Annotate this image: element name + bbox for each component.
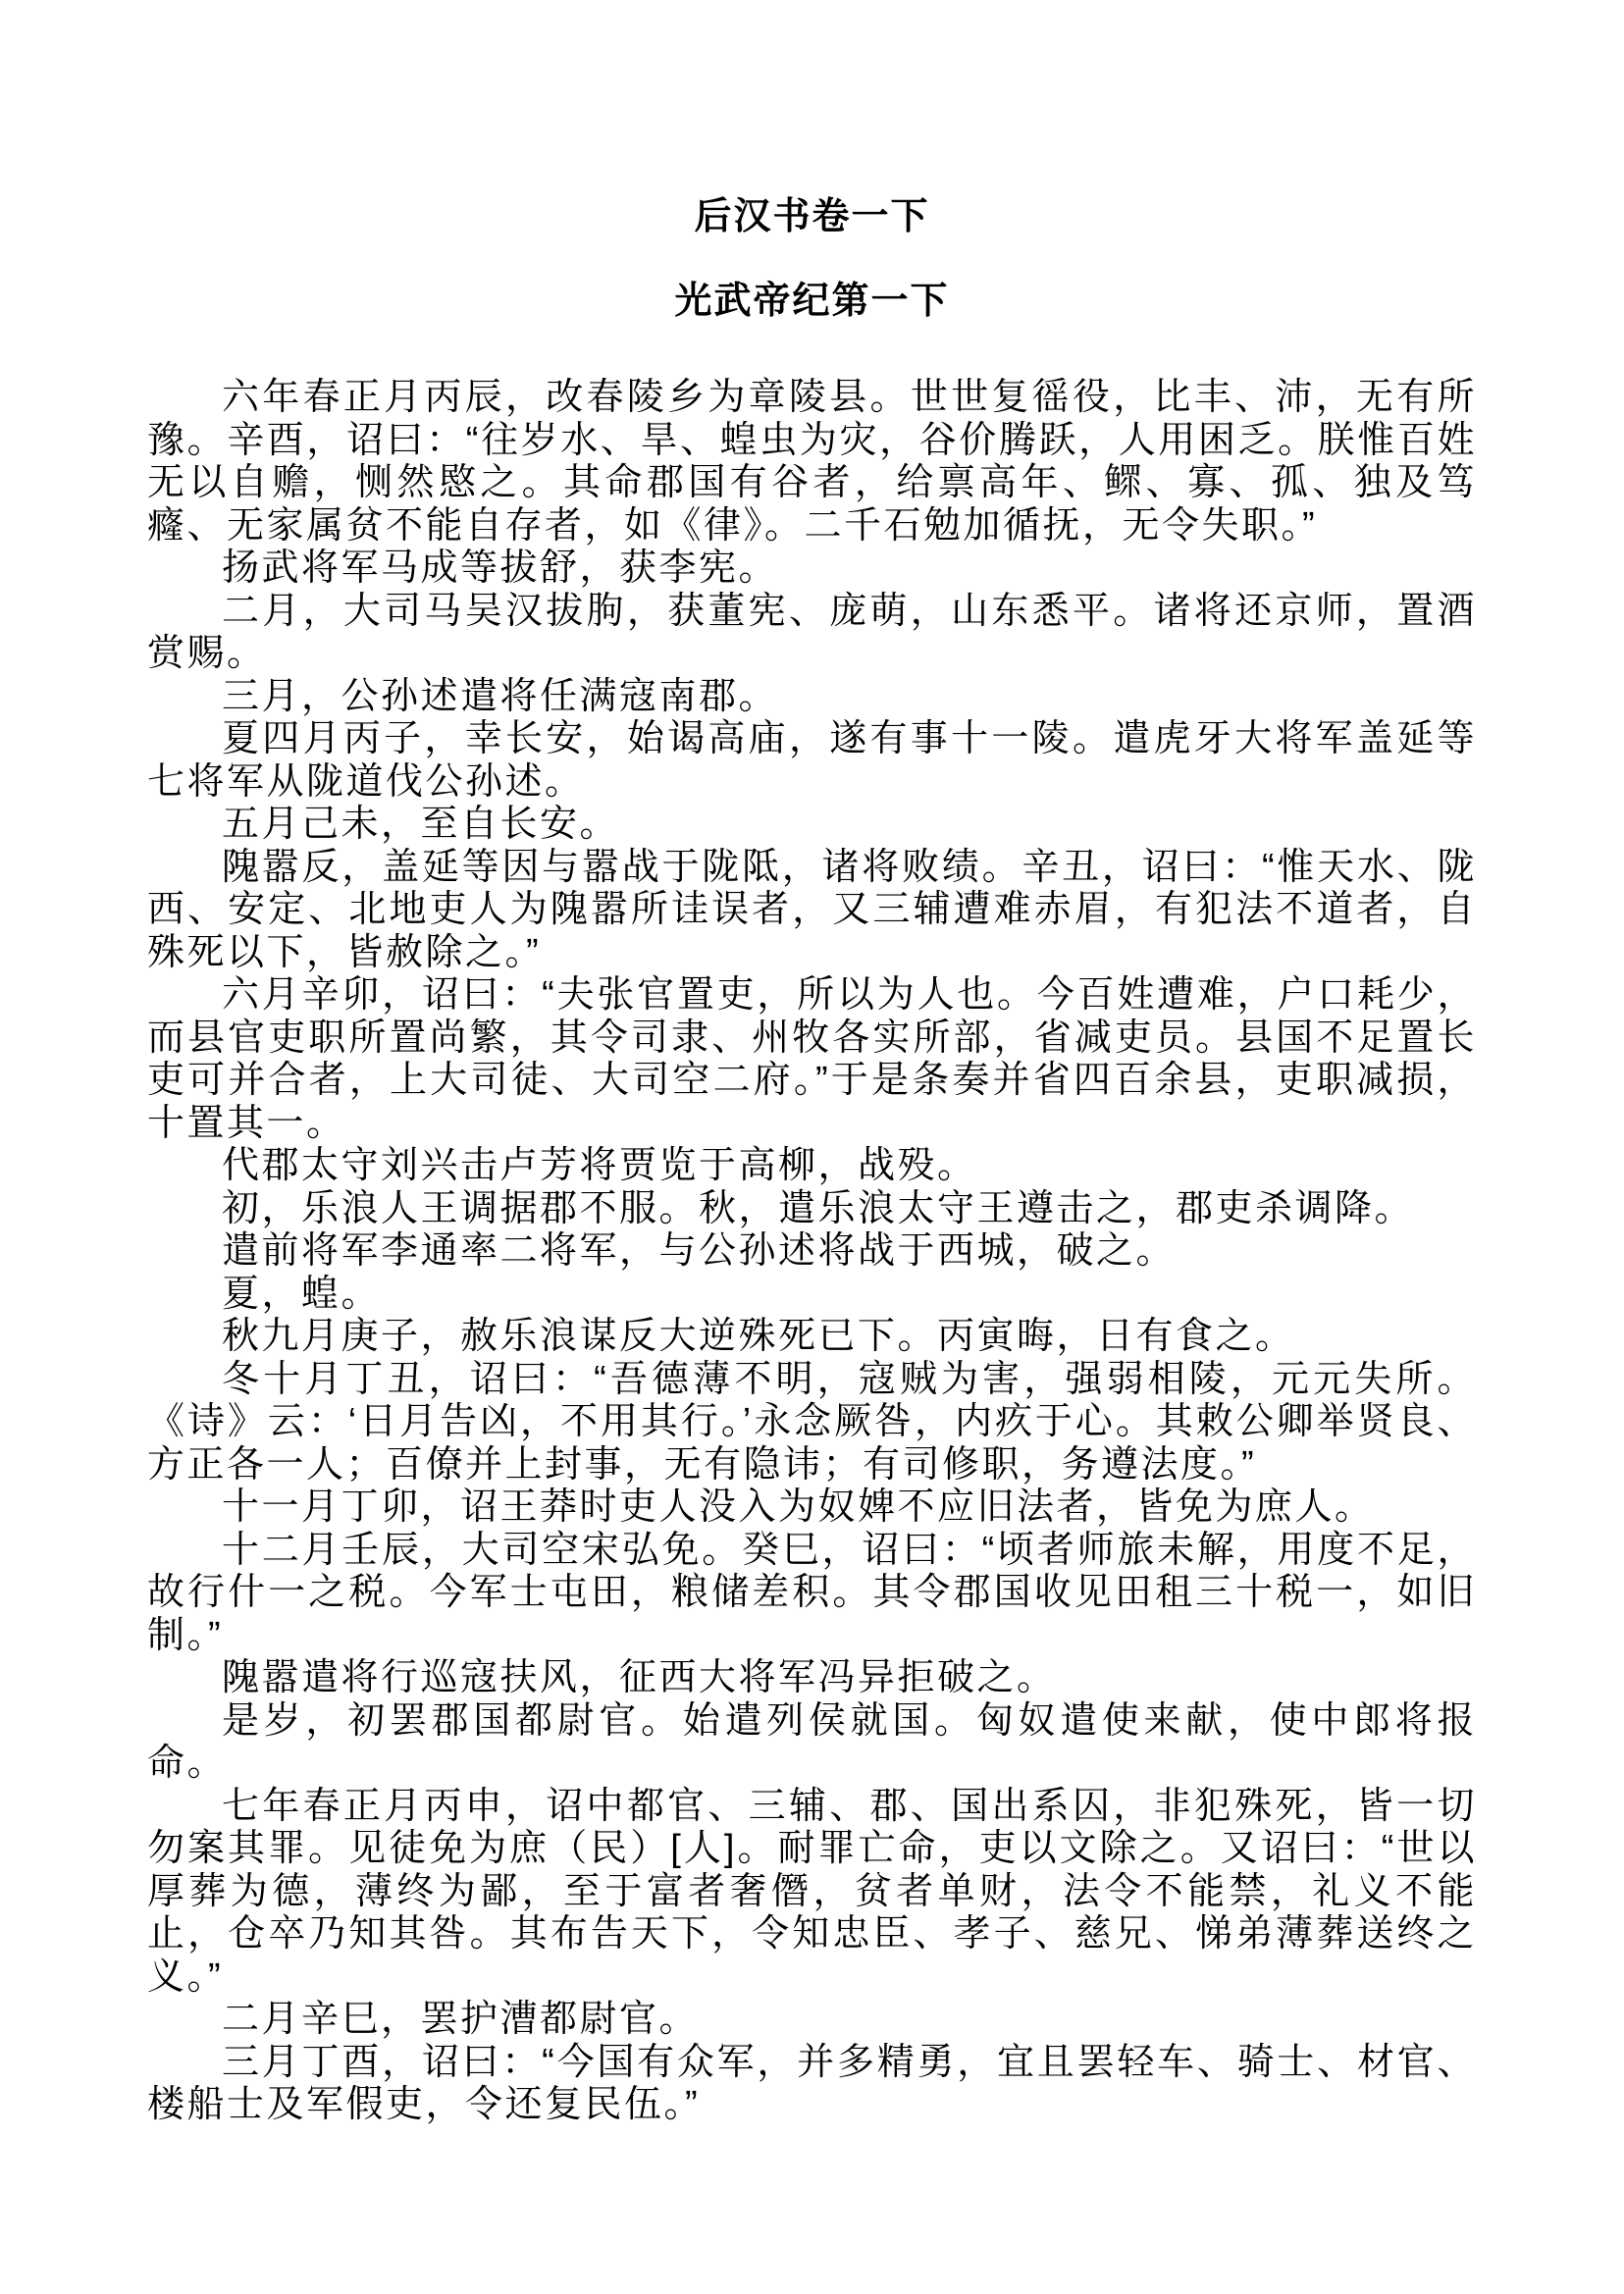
paragraph-15: 十一月丁卯，诏王莽时吏人没入为奴婢不应旧法者，皆免为庶人。 xyxy=(222,1486,1375,1528)
paragraph-7: 隗嚣反，盖延等因与嚣战于陇阺，诸将败绩。辛丑，诏曰：“惟天水、陇西、安定、北地吏人为隗嚣所诖误者，又三辅遭难赤眉，有犯法不道者，自殊死以下，皆赦除之。” xyxy=(147,846,1477,973)
paragraph-1: 六年春正月丙辰，改春陵乡为章陵县。世世复徭役，比丰、沛，无有所豫。辛酉，诏曰：“往岁水、旱、蝗虫为灾，谷价腾跃，人用困乏。朕惟百姓无以自赡，恻然愍之。其命郡国有谷者，给禀高年、鳏、寡、孤、独及笃癃、无家属贫不能自存者，如《律》。二千石勉加循抚，无令失职。” xyxy=(147,377,1477,547)
paragraph-9: 代郡太守刘兴击卢芳将贾览于高柳，战殁。 xyxy=(222,1145,977,1186)
paragraph-13: 秋九月庚子，赦乐浪谋反大逆殊死已下。丙寅晦，日有食之。 xyxy=(222,1316,1295,1357)
paragraph-4: 三月，公孙述遣将任满寇南郡。 xyxy=(222,675,779,717)
paragraph-2: 扬武将军马成等拔舒，获李宪。 xyxy=(222,547,779,589)
document-title: 后汉书卷一下 xyxy=(694,196,930,237)
document-body xyxy=(147,377,1477,2127)
section-title: 光武帝纪第一下 xyxy=(674,281,950,322)
paragraph-3: 二月，大司马吴汉拔朐，获董宪、庞萌，山东悉平。诸将还京师，置酒赏赐。 xyxy=(147,590,1477,674)
paragraph-8: 六月辛卯，诏曰：“夫张官置吏，所以为人也。今百姓遭难，户口耗少，而县官吏职所置尚繁，其令司隶、州牧各实所部，省减吏员。县国不足置长吏可并合者，上大司徒、大司空二府。”于是条奏并省四百余县，吏职减损，十置其一。 xyxy=(147,974,1477,1144)
paragraph-21: 三月丁酉，诏曰：“今国有众军，并多精勇，宜且罢轻车、骑士、材官、楼船士及军假吏，令还复民伍。” xyxy=(147,2041,1477,2125)
paragraph-19: 七年春正月丙申，诏中都官、三辅、郡、国出系囚，非犯殊死，皆一切勿案其罪。见徒免为庶（民）[人]。耐罪亡命，吏以文除之。又诏曰：“世以厚葬为德，薄终为鄙，至于富者奢僭，贫者单财，法令不能禁，礼义不能止，仓卒乃知其咎。其布告天下，令知忠臣、孝子、慈兄、悌弟薄葬送终之义。” xyxy=(147,1785,1477,1998)
paragraph-5: 夏四月丙子，幸长安，始谒高庙，遂有事十一陵。遣虎牙大将军盖延等七将军从陇道伐公孙述。 xyxy=(147,718,1477,803)
paragraph-17: 隗嚣遣将行巡寇扶风，征西大将军冯异拒破之。 xyxy=(222,1657,1057,1698)
paragraph-10: 初，乐浪人王调据郡不服。秋，遣乐浪太守王遵击之，郡吏杀调降。 xyxy=(222,1187,1415,1229)
paragraph-6: 五月己未，至自长安。 xyxy=(222,804,620,845)
paragraph-20: 二月辛巳，罢护漕都尉官。 xyxy=(222,1999,700,2040)
paragraph-11: 遣前将军李通率二将军，与公孙述将战于西城，破之。 xyxy=(222,1230,1177,1272)
paragraph-18: 是岁，初罢郡国都尉官。始遣列侯就国。匈奴遣使来献，使中郎将报命。 xyxy=(147,1699,1477,1784)
paragraph-12: 夏，蝗。 xyxy=(222,1273,382,1315)
paragraph-16: 十二月壬辰，大司空宋弘免。癸巳，诏曰：“顷者师旅未解，用度不足，故行什一之税。今军士屯田，粮储差积。其令郡国收见田租三十税一，如旧制。” xyxy=(147,1529,1477,1656)
paragraph-14: 冬十月丁丑，诏曰：“吾德薄不明，寇贼为害，强弱相陵，元元失所。《诗》云：‘日月告凶，不用其行。’永念厥咎，内疚于心。其敕公卿举贤良、方正各一人；百僚并上封事，无有隐讳；有司修职，务遵法度。” xyxy=(147,1358,1477,1486)
